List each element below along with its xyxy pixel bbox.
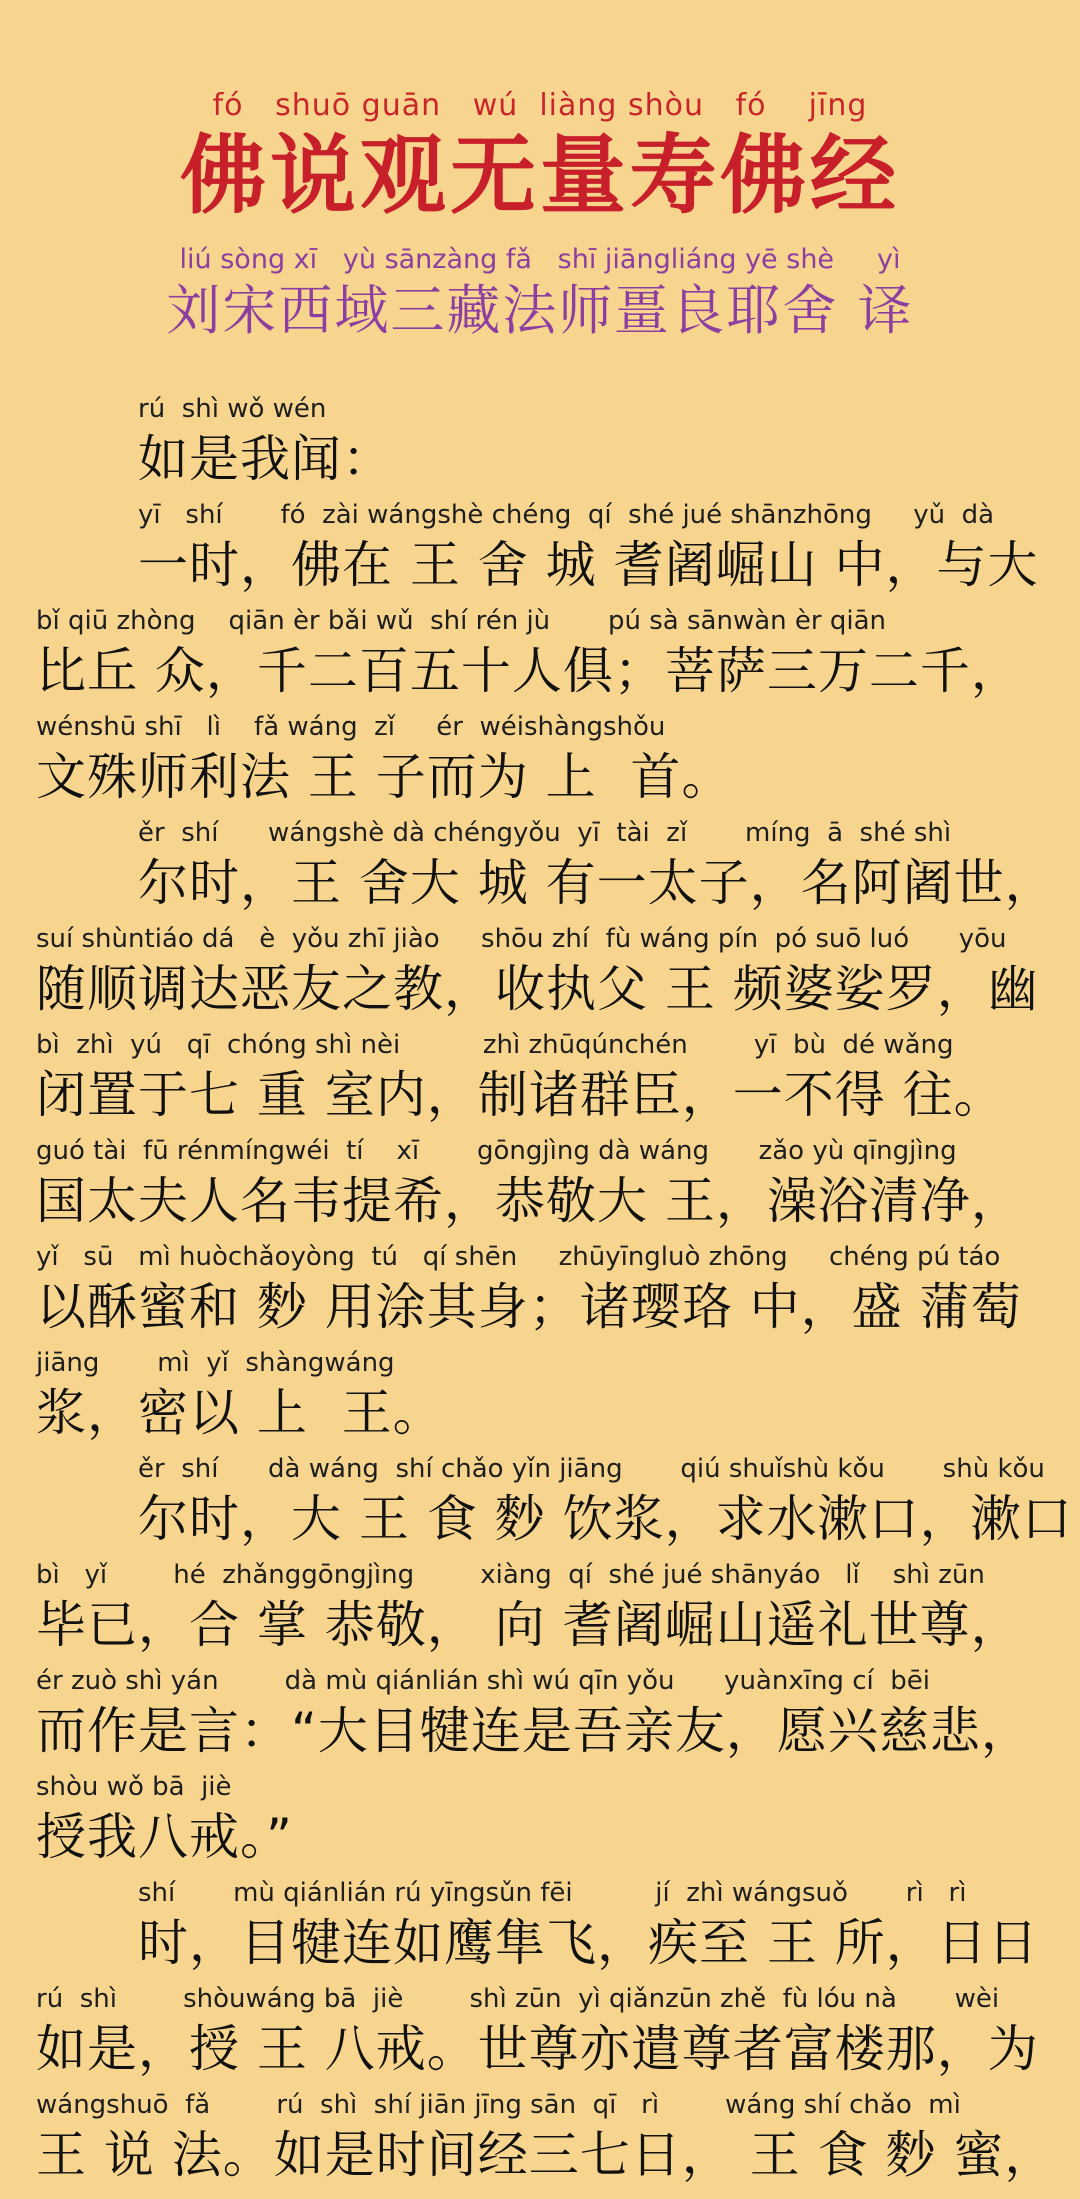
line-text: 如是，授 王 八戒。世尊亦遣尊者富楼那，为 [36,2020,1039,2078]
line-text: 以酥蜜和 麨 用涂其身；诸璎珞 中，盛 蒲萄 [36,1278,1022,1336]
sutra-body [0,390,1080,2192]
line-pinyin: ěr shí wángshè dà chéngyǒu yī tài zǐ míng ā shé shì [138,818,952,848]
line-text: 毕已，合 掌 恭敬， 向 耆阇崛山遥礼世尊， [36,1596,1022,1654]
line-pinyin: jiāng mì yǐ shàngwáng [36,1348,395,1378]
line-pinyin: wénshū shī lì fǎ wáng zǐ ér wéishàngshǒu [36,712,666,742]
text-line [0,1662,1080,1768]
line-text: 尔时，王 舍大 城 有一太子，名阿阇世， [138,854,1056,912]
text-line [0,1132,1080,1238]
translator-credit: 刘宋西域三藏法师畺良耶舍 译 [166,279,914,342]
title-block [0,86,1080,226]
text-line [0,1556,1080,1662]
text-line [0,1344,1080,1450]
line-pinyin: suí shùntiáo dá è yǒu zhī jiào shōu zhí fù wáng pín pó suō luó yōu [36,924,1007,954]
line-pinyin: ěr shí dà wáng shí chǎo yǐn jiāng qiú shuǐshù kǒu shù kǒu [138,1454,1045,1484]
line-pinyin: wángshuō fǎ rú shì shí jiān jīng sān qī rì wáng shí chǎo mì [36,2090,961,2120]
line-pinyin: yī shí fó zài wángshè chéng qí shé jué shānzhōng yǔ dà [138,500,995,530]
text-line [0,814,1080,920]
line-text: 闭置于七 重 室内，制诸群臣，一不得 往。 [36,1066,1005,1124]
translator-pinyin: liú sòng xī yù sānzàng fǎ shī jiāngliáng yē shè yì [179,244,901,275]
line-text: 比丘 众，千二百五十人俱；菩萨三万二千， [36,642,1022,700]
line-pinyin: shòu wǒ bā jiè [36,1772,232,1802]
title-pinyin: fó shuō guān wú liàng shòu fó jīng [212,88,868,123]
line-pinyin: bì yǐ hé zhǎnggōngjìng xiàng qí shé jué shānyáo lǐ shì zūn [36,1560,985,1590]
line-pinyin: ér zuò shì yán dà mù qiánlián shì wú qīn yǒu yuànxīng cí bēi [36,1666,930,1696]
text-line [0,920,1080,1026]
line-text: 一时，佛在 王 舍 城 耆阇崛山 中，与大 [138,536,1039,594]
text-line [0,1238,1080,1344]
line-pinyin: rú shì shòuwáng bā jiè shì zūn yì qiǎnzūn zhě fù lóu nà wèi [36,1984,1000,2014]
text-line [0,1874,1080,1980]
text-line [0,1768,1080,1874]
line-pinyin: guó tài fū rénmíngwéi tí xī gōngjìng dà wáng zǎo yù qīngjìng [36,1136,957,1166]
text-line [0,1980,1080,2086]
line-text: 时，目犍连如鹰隼飞，疾至 王 所，日日 [138,1914,1039,1972]
line-text: 王 说 法。如是时间经三七日， 王 食 麨 蜜， [36,2126,1056,2184]
line-text: 而作是言：“大目犍连是吾亲友，愿兴慈悲， [36,1702,1032,1760]
line-pinyin: yǐ sū mì huòchǎoyòng tú qí shēn zhūyīngluò zhōng chéng pú táo [36,1242,1001,1272]
line-pinyin: bì zhì yú qī chóng shì nèi zhì zhūqúnchén yī bù dé wǎng [36,1030,954,1060]
text-line [0,602,1080,708]
line-text: 尔时，大 王 食 麨 饮浆，求水漱口，漱口 [138,1490,1073,1548]
line-text: 如是我闻： [138,430,393,488]
line-text: 随顺调达恶友之教，收执父 王 频婆娑罗，幽 [36,960,1039,1018]
text-line [0,1450,1080,1556]
line-pinyin: rú shì wǒ wén [138,394,327,424]
text-line [0,1026,1080,1132]
text-line [0,708,1080,814]
text-line [0,2086,1080,2192]
translator-block [0,242,1080,344]
text-line [0,496,1080,602]
line-text: 授我八戒。” [36,1808,293,1866]
text-line [0,390,1080,496]
line-text: 浆，密以 上 王。 [36,1384,444,1442]
line-pinyin: shí mù qiánlián rú yīngsǔn fēi jí zhì wángsuǒ rì rì [138,1878,967,1908]
line-text: 国太夫人名韦提希，恭敬大 王，澡浴清净， [36,1172,1022,1230]
line-text: 文殊师利法 王 子而为 上 首。 [36,748,733,806]
line-pinyin: bǐ qiū zhòng qiān èr bǎi wǔ shí rén jù pú sà sānwàn èr qiān [36,606,886,636]
page-title: 佛说观无量寿佛经 [180,125,900,226]
